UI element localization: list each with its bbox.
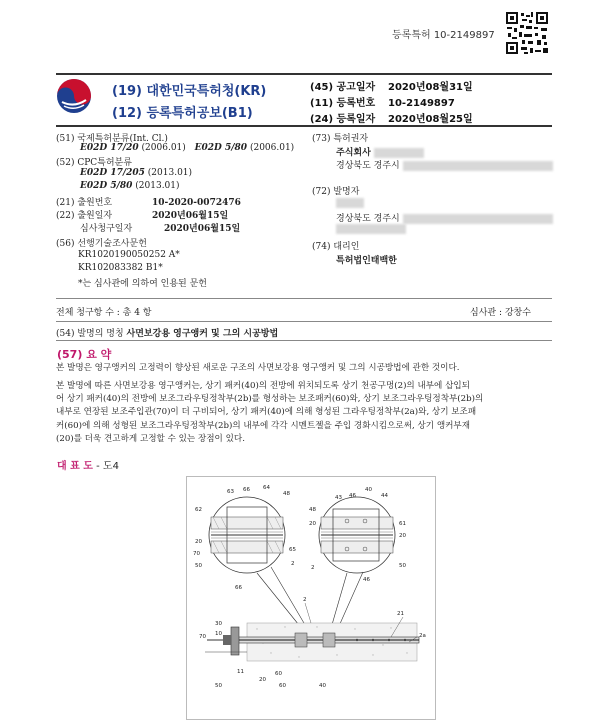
svg-text:70: 70	[193, 551, 200, 557]
redacted-block	[403, 161, 553, 171]
inventor-label: (72) 발명자	[312, 187, 360, 197]
issuing-office: (19) 대한민국특허청(KR)	[112, 84, 267, 99]
prior-art-doc: KR102083382 B1*	[78, 263, 163, 273]
redacted-block	[336, 198, 364, 208]
prior-art-doc: KR1020190050252 A*	[78, 250, 180, 260]
svg-text:66: 66	[235, 585, 242, 591]
qr-code	[504, 10, 550, 56]
svg-text:40: 40	[365, 487, 372, 493]
svg-text:60: 60	[279, 683, 286, 689]
svg-text:20: 20	[399, 533, 406, 539]
agent-label: (74) 대리인	[312, 242, 360, 252]
svg-text:2: 2	[303, 597, 307, 603]
abstract-heading: (57) 요 약	[57, 348, 112, 361]
svg-text:46: 46	[363, 577, 370, 583]
patentee-name: 주식회사	[336, 145, 424, 158]
cpc-item: E02D 5/80 (2013.01)	[80, 181, 180, 191]
registration-number-row: (11) 등록번호 10-2149897	[310, 98, 455, 109]
svg-text:2: 2	[291, 561, 295, 567]
redacted-block	[403, 214, 553, 224]
representative-drawing-label: 대 표 도 - 도4	[57, 461, 119, 472]
section-rule	[56, 298, 552, 299]
publication-type: (12) 등록특허공보(B1)	[112, 106, 253, 121]
invention-title-row: (54) 발명의 명칭 사면보강용 영구앵커 및 그의 시공방법	[56, 329, 279, 339]
svg-text:44: 44	[381, 493, 388, 499]
svg-text:70: 70	[199, 634, 206, 640]
svg-text:2a: 2a	[419, 633, 426, 639]
header-rule-bottom	[56, 125, 552, 127]
abstract-paragraph-2: 본 발명에 따른 사면보강용 영구앵커는, 상기 패커(40)의 전방에 위치되도록 상기 천공구멍(2)의 내부에 삽입되 어 상기 패커(40)의 전방에 보조그라우팅정착부(2b)를 형성하는 보조패커(60)와, 상기 보조그라우팅정착부(2b)의 내부로 연장된 보조주입관(70)이 더 구비되어, 상기 패커(40)에 의해 형성된 그라우팅정착부(2a)와, 상기 보조패 커(60)에 의해 성형된 보조그라우팅정착부(2b)의 내부에 각각 시멘트젤을 주입 경화시킴으로써, 상기 앵커부재 (20)를 더욱 견고하게 고정할 수 있는 장점이 있다.	[56, 381, 484, 444]
ipc-classifications: E02D 17/20 (2006.01) E02D 5/80 (2006.01)	[80, 143, 295, 153]
anchor-drawing	[187, 477, 435, 719]
redacted-block	[336, 224, 406, 234]
inventor-address-extra	[336, 224, 406, 235]
application-number-row: (21) 출원번호 10-2020-0072476	[56, 198, 241, 208]
svg-text:20: 20	[309, 521, 316, 527]
svg-text:46: 46	[349, 493, 356, 499]
registration-number: 등록특허 10-2149897	[392, 30, 495, 41]
section-rule	[56, 340, 552, 341]
svg-text:50: 50	[399, 563, 406, 569]
svg-text:40: 40	[319, 683, 326, 689]
redacted-block	[374, 148, 424, 158]
svg-text:64: 64	[263, 485, 270, 491]
application-date-row: (22) 출원일자 2020년06월15일	[56, 211, 229, 221]
prior-art-label: (56) 선행기술조사문헌	[56, 239, 147, 249]
svg-text:50: 50	[195, 563, 202, 569]
registration-date-row: (24) 등록일자 2020년08월25일	[310, 114, 473, 125]
svg-text:60: 60	[275, 671, 282, 677]
svg-text:62: 62	[195, 507, 202, 513]
svg-text:66: 66	[243, 487, 250, 493]
svg-text:61: 61	[399, 521, 406, 527]
section-rule	[56, 321, 552, 322]
svg-text:11: 11	[237, 669, 244, 675]
exam-request-date-row: 심사청구일자 2020년06월15일	[80, 224, 241, 234]
svg-text:43: 43	[335, 495, 342, 501]
patentee-address: 경상북도 경주시	[336, 158, 553, 171]
svg-text:65: 65	[289, 547, 296, 553]
svg-text:20: 20	[259, 677, 266, 683]
prior-art-note: *는 심사관에 의하여 인용된 문헌	[78, 279, 207, 289]
cpc-label: (52) CPC특허분류	[56, 158, 132, 168]
svg-text:30: 30	[215, 621, 222, 627]
svg-text:20: 20	[195, 539, 202, 545]
claims-count: 전체 청구항 수 : 총 4 항	[56, 308, 152, 318]
svg-text:50: 50	[215, 683, 222, 689]
ipc-label: (51) 국제특허분류(Int. Cl.)	[56, 134, 168, 144]
abstract-paragraph-1: 본 발명은 영구앵커의 고정력이 향상된 새로운 구조의 사면보강용 영구앵커 및 그의 시공방법에 관한 것이다.	[56, 363, 460, 373]
svg-text:2: 2	[311, 565, 315, 571]
svg-text:63: 63	[227, 489, 234, 495]
svg-text:10: 10	[215, 631, 222, 637]
kipo-logo	[56, 78, 92, 114]
agent-name: 특허법인태백한	[336, 256, 397, 266]
header-rule-top	[56, 73, 552, 75]
svg-text:48: 48	[283, 491, 290, 497]
svg-text:21: 21	[397, 611, 404, 617]
representative-figure	[186, 476, 436, 720]
patentee-label: (73) 특허권자	[312, 134, 369, 144]
inventor-name	[336, 198, 364, 209]
publication-date-row: (45) 공고일자 2020년08월31일	[310, 82, 473, 93]
svg-text:48: 48	[309, 507, 316, 513]
examiner: 심사관 : 강창수	[470, 308, 531, 318]
cpc-item: E02D 17/205 (2013.01)	[80, 168, 193, 178]
inventor-address: 경상북도 경주시	[336, 211, 553, 224]
